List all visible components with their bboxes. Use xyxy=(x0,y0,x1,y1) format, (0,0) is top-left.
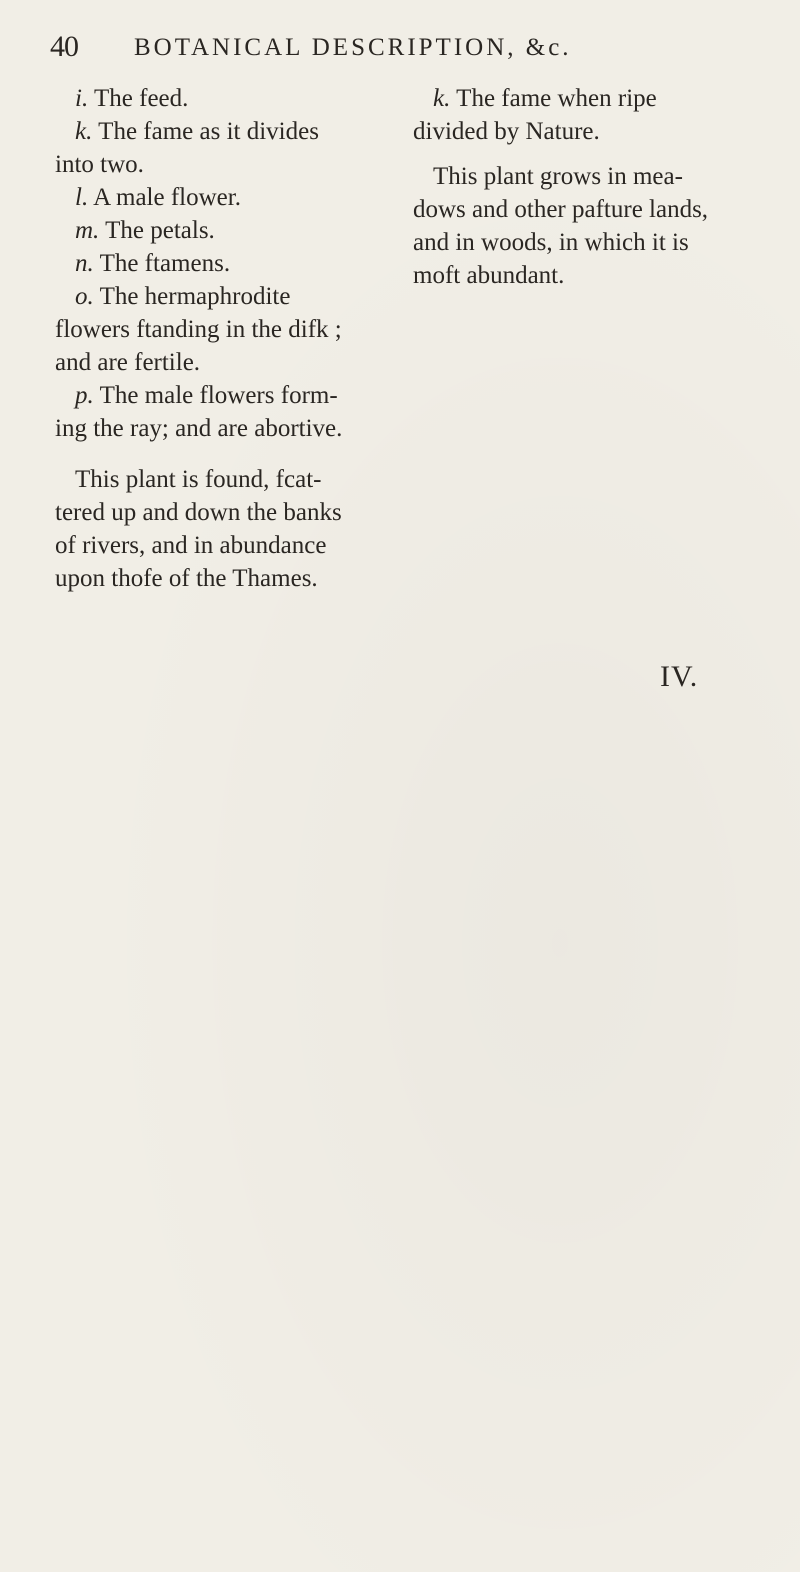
left-column xyxy=(55,82,345,595)
habitat-line: and in woods, in which it is xyxy=(413,229,689,256)
entry-letter: n. xyxy=(75,250,94,277)
entry-letter: k. xyxy=(433,85,451,112)
entry-text: ing the ray; and are abortive. xyxy=(55,415,343,442)
entry-text: flowers ftanding in the difk ; xyxy=(55,316,342,343)
entry-text: The male flowers form- xyxy=(99,382,338,409)
entry-line xyxy=(55,346,345,379)
entry-line xyxy=(55,280,345,313)
habitat-line: tered up and down the banks xyxy=(55,499,342,526)
paragraph-gap xyxy=(55,445,345,463)
entry-line xyxy=(55,412,345,445)
entry-line xyxy=(413,115,763,148)
entry-text: The fame as it divides xyxy=(98,118,319,145)
entry-line xyxy=(55,379,345,412)
page-header xyxy=(50,28,770,68)
right-column xyxy=(413,82,763,292)
paragraph-gap xyxy=(413,148,763,160)
entry-letter: m. xyxy=(75,217,100,244)
entry-letter: p. xyxy=(75,382,94,409)
entry-letter: l. xyxy=(75,184,89,211)
entry-line xyxy=(55,181,345,214)
page-number: 40 xyxy=(50,30,78,63)
entry-line xyxy=(55,115,345,148)
habitat-line: This plant is found, fcat- xyxy=(75,466,322,493)
running-head: BOTANICAL DESCRIPTION, &c. xyxy=(134,34,572,61)
entry-letter: k. xyxy=(75,118,93,145)
entry-text: into two. xyxy=(55,151,144,178)
entry-letter: o. xyxy=(75,283,94,310)
entry-text: The hermaphrodite xyxy=(99,283,291,310)
entry-text: The fame when ripe xyxy=(456,85,657,112)
entry-line xyxy=(55,247,345,280)
entry-text: The ftamens. xyxy=(99,250,231,277)
habitat-line: This plant grows in mea- xyxy=(433,163,683,190)
entry-text: The petals. xyxy=(105,217,215,244)
entry-line xyxy=(55,313,345,346)
catchword: IV. xyxy=(660,660,699,693)
entry-line xyxy=(55,214,345,247)
habitat-line: of rivers, and in abundance xyxy=(55,532,327,559)
entry-text: The feed. xyxy=(94,85,189,112)
entry-text: A male flower. xyxy=(93,184,241,211)
entry-text: divided by Nature. xyxy=(413,118,600,145)
habitat-line: upon thofe of the Thames. xyxy=(55,565,318,592)
entry-line xyxy=(413,82,763,115)
habitat-line: dows and other pafture lands, xyxy=(413,196,709,223)
entry-letter: i. xyxy=(75,85,89,112)
habitat-line: moft abundant. xyxy=(413,262,565,289)
entry-text: and are fertile. xyxy=(55,349,201,376)
entry-line xyxy=(55,82,345,115)
entry-line xyxy=(55,148,345,181)
